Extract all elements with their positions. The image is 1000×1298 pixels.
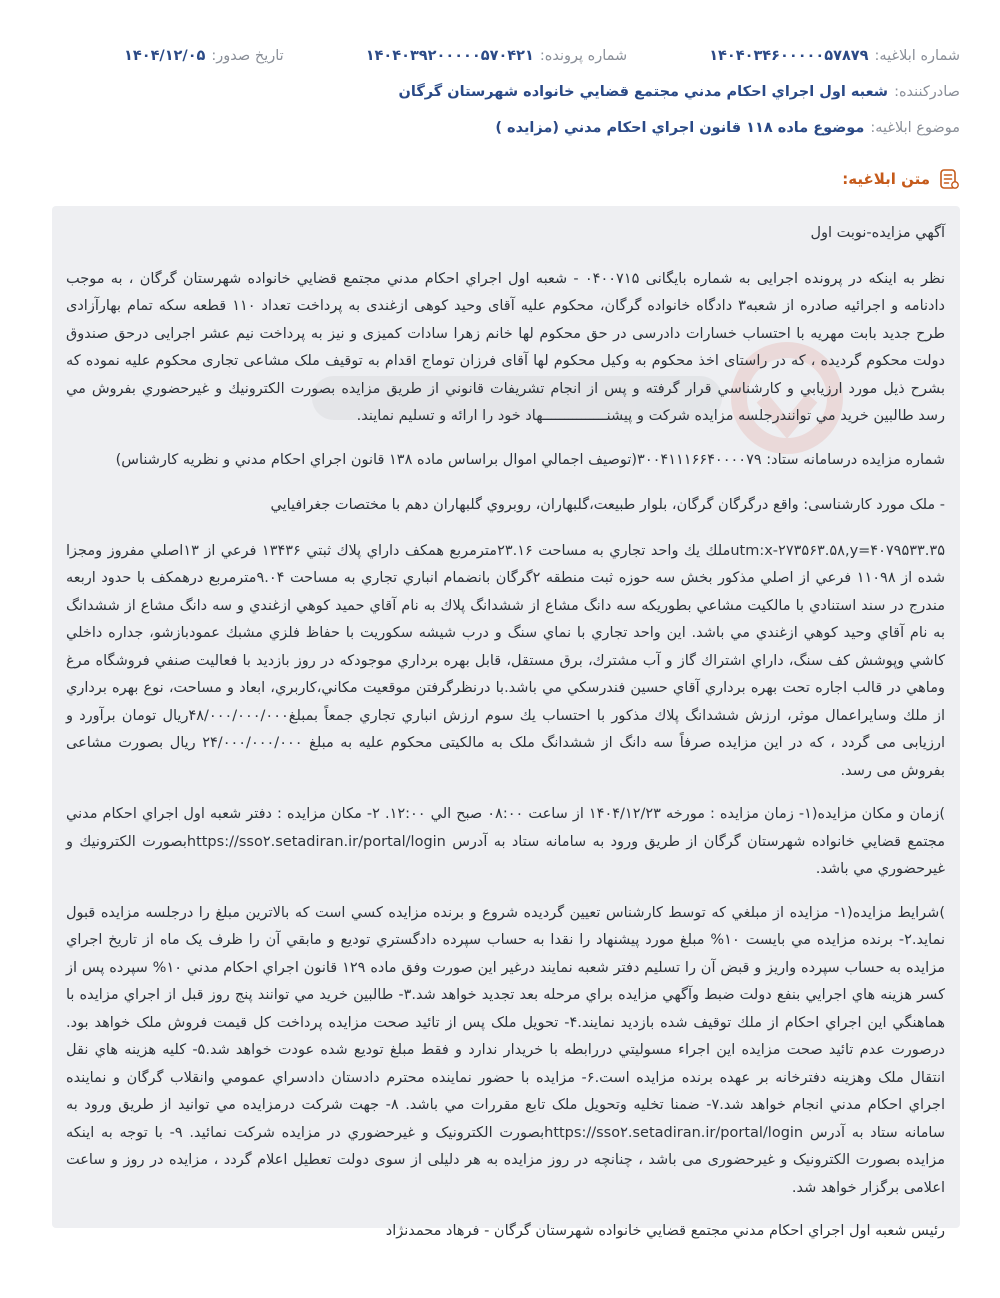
- notice-paragraph-property-details: utm:x-۲۷۳۵۶۳.۵۸,y=۴۰۷۹۵۳۳.۳۵ملك يك واحد تجاري به مساحت ۲۳.۱۶مترمربع همكف داراي پلاك ثبتي ۱۳۴۳۶ فرعي از ۱۳اصلي مفروز ومجزا شده از ۱۱۰۹۸ فرعي از اصلي مذكور بخش سه حوزه ثبت منطقه ۲گرگان بانضمام انباري تجاري به مساحت ۹.۰۴مترمربع درهمكف با حدود اربعه مندرج در سند استنادي با مالكيت مشاعي بطوريكه سه دانگ مشاع از ششدانگ پلاك به نام آقاي حميد كوهي ازغندي و سه دانگ مشاع از ششدانگ به نام آقاي وحيد كوهي ازغندي مي باشد. اين واحد تجاري با نماي سنگ و درب شيشه سكوريت با حفاظ فلزي مشبك عمودبازشو، جداره داخلي كاشي وپوشش كف سنگ، داراي اشتراك گاز و آب مشترك، برق مستقل، قابل بهره برداري موجودكه در روز بازديد با فعاليت صنفي فروشگاه مرغ وماهي در قالب اجاره تحت بهره برداري آقاي حسين فندرسكي مي باشد.با درنظرگرفتن موقعيت مكاني،كاربري، ابعاد و مساحت، نوع بهره برداري از ملك وسايراعمال موثر، ارزش ششدانگ پلاك مذكور با احتساب يك سوم ارزش انباري تجاري جمعاً بمبلغ۴۸/۰۰۰/۰۰۰/۰۰۰ريال تومان برآورد و ارزیابی می گردد ، که در این مزایده صرفاً سه دانگ از ششدانگ ملک به مالکیتی محکوم علیه به مبلغ ۲۴/۰۰۰/۰۰۰/۰۰۰ ریال بصورت مشاعی بفروش می رسد.: [66, 542, 946, 779]
- notice-number-label: شماره ابلاغیه:: [874, 48, 960, 64]
- meta-numbers-row: [40, 38, 960, 74]
- issue-date: [124, 48, 284, 64]
- notice-paragraph-auction-number: شماره مزايده درسامانه ستاد: ۳۰۰۴۱۱۱۶۶۴۰۰۰۰۷۹(توصيف اجمالي اموال براساس ماده ۱۳۸ قانون اجراي احكام مدني و نظريه كارشناس): [115, 451, 945, 468]
- notice-paragraph-time-place: )زمان و مكان مزايده(۱- زمان مزايده : مورخه ۱۴۰۴/۱۲/۲۳ از ساعت ۰۸:۰۰ صبح الي ۱۲:۰۰. ۲- مكان مزايده : دفتر شعبه اول اجراي احكام مدني مجتمع قضايي خانواده شهرستان گرگان از طريق ورود به سامانه ستاد به آدرس https://sso۲.setadiran.ir/portal/loginبصورت الكترونيك و غيرحضوري مي باشد.: [66, 806, 945, 877]
- notice-content-panel: [52, 206, 960, 1239]
- subject-row: [40, 110, 960, 146]
- notice-paragraph-intro: نظر به اینکه در پرونده اجرایی به شماره بایگانی ۰۴۰۰۷۱۵ - شعبه اول اجراي احكام مدني مجتمع قضايي خانواده شهرستان گرگان ، به موجب دادنامه و اجرائیه صادره از شعبه۳ دادگاه خانواده گرگان، محکوم علیه آقای وحید کوهی ازغندی به پرداخت تعداد ۱۱۰ قطعه سکه تمام بهارآزادی طرح جدید بابت مهریه با احتساب خسارات دادرسی در حق محکوم لها خانم زهرا سادات کمیزی و نیز به پرداخت نیم عشر اجرایی درحق صندوق دولت محکوم گردیده ، که در راستای اخذ محکوم به وکیل محکوم لها آقای فرزان توماج اقدام به توقیف ملک مشاعی تجاری محکوم علیه نموده که بشرح ذیل مورد ارزيابي و كارشناسي قرار گرفته و پس از انجام تشريفات قانوني از طريق مزايده بصورت الكترونيك و غيرحضوري بفروش مي رسد طالبين خريد مي توانندرجلسه مزايده شركت و پيشنـــــــــــــــهاد خود را ارائه و تسليم نمايند.: [66, 270, 945, 424]
- case-number-value: ۱۴۰۴۰۳۹۲۰۰۰۰۰۵۷۰۴۲۱: [365, 48, 534, 64]
- notice-paragraph-property-location: - ملک مورد کارشناسی: واقع درگرگان گرگان، بلوار طبیعت،گلبهاران، روبروي گلبهاران دهم با مختصات جغرافيايي: [270, 497, 945, 513]
- document-text-icon: [938, 168, 960, 190]
- case-number-label: شماره پرونده:: [539, 48, 628, 64]
- issuer-label: صادرکننده:: [894, 84, 960, 100]
- notice-text-title: [842, 168, 960, 190]
- issue-date-value: ۱۴۰۴/۱۲/۰۵: [124, 48, 206, 64]
- issuer-value: شعبه اول اجراي احكام مدني مجتمع قضايي خانواده شهرستان گرگان: [398, 84, 889, 100]
- notice-paragraph-conditions: )شرايط مزايده(۱- مزايده از مبلغي كه توسط كارشناس تعيين گرديده شروع و برنده مزايده كسي است كه بالاترين مبلغ را درجلسه مزايده قبول نمايد.۲- برنده مزايده مي بايست ۱۰% مبلغ مورد پيشنهاد را نقدا به حساب سپرده دادگستري توديع و مابقي آن را ظرف يک ماه از تاريخ اجراي مزايده به حساب سپرده واريز و قبض آن را تسليم دفتر شعبه نمايند درغير اين صورت وفق ماده ۱۲۹ قانون اجراي احكام مدني ۱۰% سپرده پس از كسر هزينه هاي اجرايي بنفع دولت ضبط وآگهي مزايده براي مرحله بعد تجديد خواهد شد.۳- طالبين خريد مي توانند پنج روز قبل از اجراي مزايده با هماهنگي اين اجراي احكام از ملك توقيف شده بازديد نمايند.۴- تحويل ملک پس از تائيد صحت مزايده پرداخت كل قيمت فروش ملک خواهد بود. درصورت عدم تائيد صحت مزايده اين اجراء مسوليتي دررابطه با خريدار ندارد و فقط مبلغ توديع شده عودت خواهد شد.۵- كليه هزينه هاي نقل انتقال ملک وهزينه دفترخانه بر عهده برنده مزايده است.۶- مزايده با حضور نماينده محترم دادستان دادسراي عمومي وانقلاب گرگان و نماينده اجراي احكام مدني انجام خواهد شد.۷- ضمنا تخليه وتحويل ملک تابع مقررات مي باشد. ۸- جهت شركت درمزايده مي توانيد از طريق ورود به سامانه ستاد به آدرس https://sso۲.setadiran.ir/portal/loginبصورت الكترونيک و غيرحضوري در مزايده شركت نمائيد. ۹- با توجه به اینکه مزایده بصورت الکترونیک و غیرحضوری می باشد ، چنانچه در روز مزایده به هر دلیلی از سوی دولت تعطیل اعلام گردد ، مزایده در روز و ساعت اعلامی برگزار خواهد شد.: [66, 904, 946, 1196]
- notice-number-value: ۱۴۰۴۰۳۴۶۰۰۰۰۰۵۷۸۷۹: [709, 48, 869, 64]
- notice-header: [40, 38, 960, 146]
- notice-number: [709, 48, 960, 64]
- case-number: [366, 48, 627, 64]
- issuer-row: [40, 74, 960, 110]
- notice-text-title-label: متن ابلاغیه:: [842, 170, 930, 188]
- issue-date-label: تاریخ صدور:: [211, 48, 284, 64]
- subject-value: موضوع ماده ۱۱۸ قانون اجراي احكام مدني (مزايده ): [495, 120, 865, 136]
- notice-signature: رئيس شعبه اول اجراي احكام مدني مجتمع قضايي خانواده شهرستان گرگان - فرهاد محمدنژاد: [385, 1223, 945, 1239]
- subject-label: موضوع ابلاغیه:: [870, 120, 960, 136]
- notice-heading: آگهي مزايده-نوبت اول: [810, 225, 945, 241]
